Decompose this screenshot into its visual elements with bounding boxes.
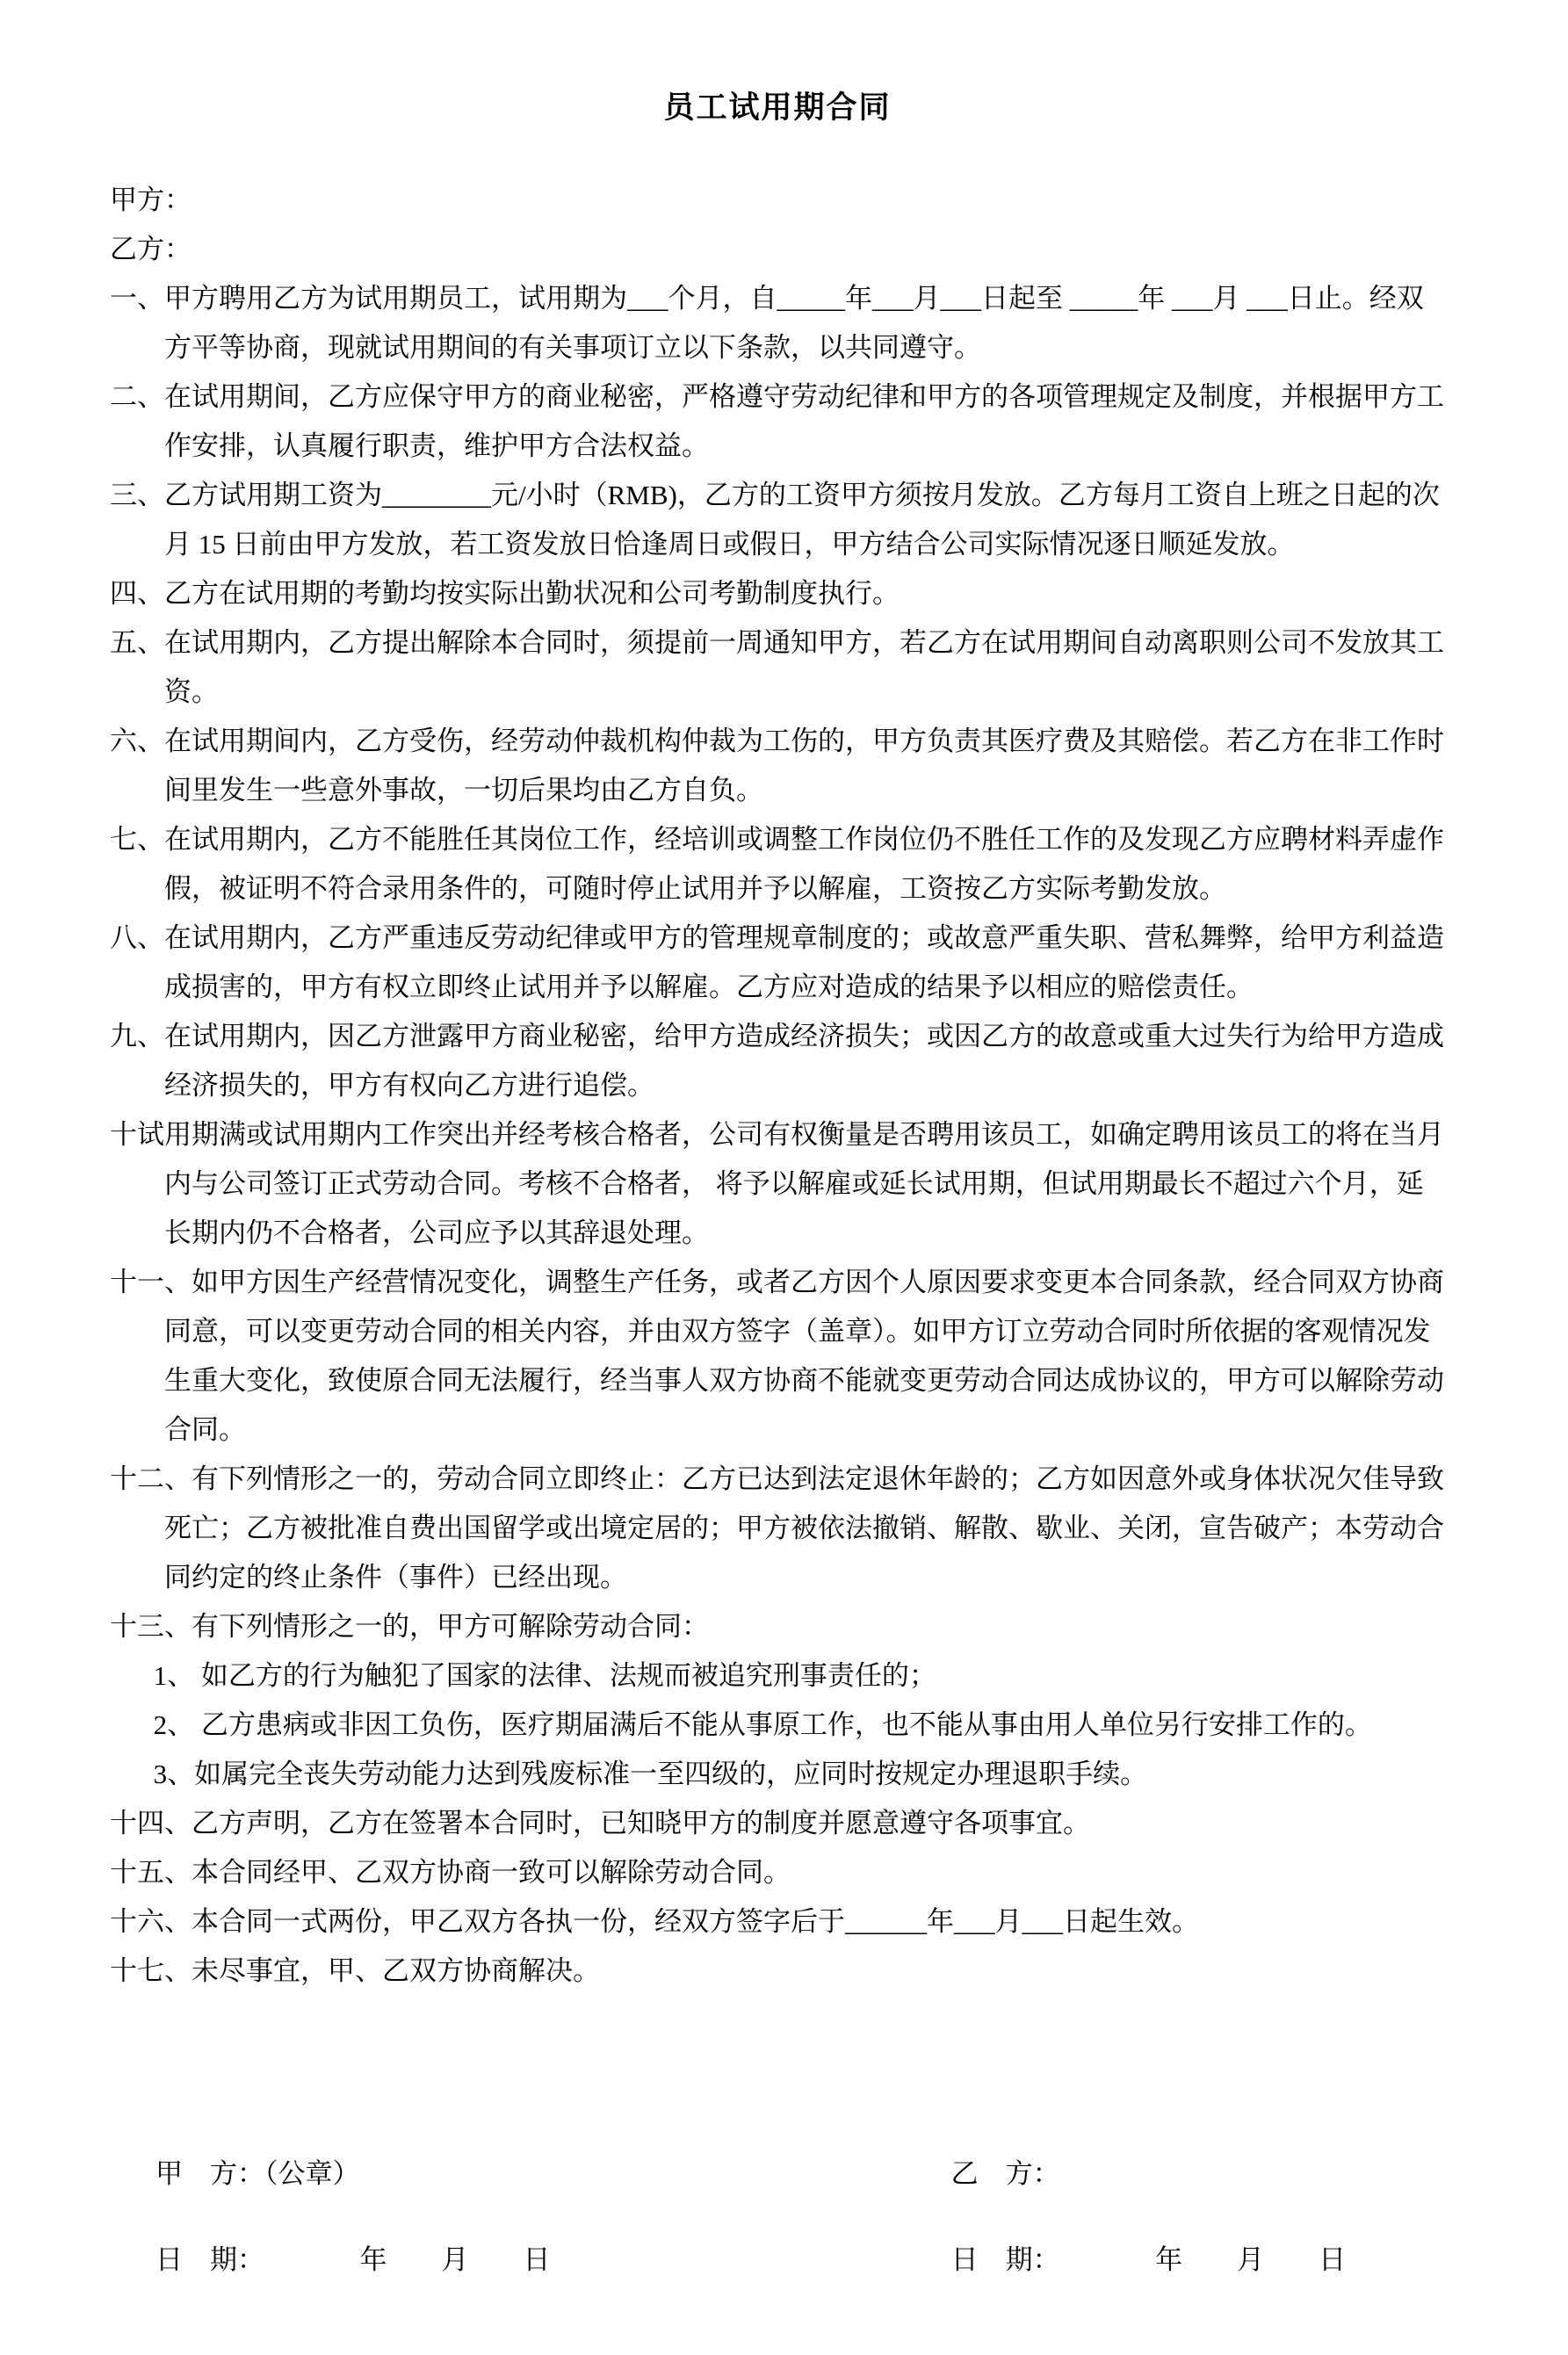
clause-text: 四、乙方在试用期的考勤均按实际出勤状况和公司考勤制度执行。	[110, 578, 900, 609]
clause-text: 十六、本合同一式两份，甲乙双方各执一份，经双方签字后于______年___月___日起生效。	[110, 1906, 1199, 1937]
clause-text: 七、在试用期内，乙方不能胜任其岗位工作，经培训或调整工作岗位仍不胜任工作的及发现乙方应聘材料弄虚作假，被证明不符合录用条件的，可随时停止试用并予以解雇，工资按乙方实际考勤发放。	[110, 824, 1444, 904]
clause-text: 九、在试用期内，因乙方泄露甲方商业秘密，给甲方造成经济损失；或因乙方的故意或重大过失行为给甲方造成经济损失的，甲方有权向乙方进行追偿。	[110, 1021, 1444, 1101]
clause-text: 六、在试用期间内，乙方受伤，经劳动仲裁机构仲裁为工伤的，甲方负责其医疗费及其赔偿。若乙方在非工作时间里发生一些意外事故，一切后果均由乙方自负。	[110, 726, 1444, 805]
clause-text: 十一、如甲方因生产经营情况变化，调整生产任务，或者乙方因个人原因要求变更本合同条款，经合同双方协商同意，可以变更劳动合同的相关内容，并由双方签字（盖章）。如甲方订立劳动合同时所依据的客观情况发生重大变化，致使原合同无法履行，经当事人双方协商不能就变更劳动合同达成协议的，甲方可以解除劳动合同。	[110, 1267, 1444, 1445]
clause-text: 十二、有下列情形之一的，劳动合同立即终止：乙方已达到法定退休年龄的；乙方如因意外或身体状况欠佳导致死亡；乙方被批准自费出国留学或出境定居的；甲方被依法撤销、解散、歇业、关闭，宣告破产；本劳动合同约定的终止条件（事件）已经出现。	[110, 1463, 1444, 1593]
clause-text: 十四、乙方声明，乙方在签署本合同时，已知晓甲方的制度并愿意遵守各项事宜。	[110, 1808, 1090, 1838]
clause-text: 二、在试用期间，乙方应保守甲方的商业秘密，严格遵守劳动纪律和甲方的各项管理规定及制度，并根据甲方工作安排，认真履行职责，维护甲方合法权益。	[110, 381, 1444, 461]
clause-text: 八、在试用期内，乙方严重违反劳动纪律或甲方的管理规章制度的；或故意严重失职、营私舞弊，给甲方利益造成损害的，甲方有权立即终止试用并予以解雇。乙方应对造成的结果予以相应的赔偿责任。	[110, 922, 1444, 1002]
party-b-signature-label: 乙 方：	[950, 2158, 1060, 2189]
clause-text: 十五、本合同经甲、乙双方协商一致可以解除劳动合同。	[110, 1857, 791, 1888]
signature-name-row	[110, 2149, 1445, 2199]
clause-text: 3、如属完全丧失劳动能力达到残废标准一至四级的，应同时按规定办理退职手续。	[153, 1759, 1148, 1789]
clause-text: 十试用期满或试用期内工作突出并经考核合格者，公司有权衡量是否聘用该员工，如确定聘用该员工的将在当月内与公司签订正式劳动合同。考核不合格者， 将予以解雇或延长试用期，但试用期最长不超过六个月，延长期内仍不合格者，公司应予以其辞退处理。	[110, 1119, 1444, 1248]
party-b-line: 乙方：	[110, 234, 191, 264]
clause-list	[110, 274, 1445, 1996]
clause-text: 五、在试用期内，乙方提出解除本合同时，须提前一周通知甲方，若乙方在试用期间自动离职则公司不发放其工资。	[110, 627, 1444, 707]
clause-text: 1、 如乙方的行为触犯了国家的法律、法规而被追究刑事责任的；	[153, 1660, 936, 1691]
clause-text: 一、甲方聘用乙方为试用期员工，试用期为___个月，自_____年___月___日起至 _____年 ___月 ___日止。经双方平等协商，现就试用期间的有关事项订立以下条款，以共同遵守。	[110, 283, 1424, 363]
clause-text: 三、乙方试用期工资为________元/小时（RMB)，乙方的工资甲方须按月发放。乙方每月工资自上班之日起的次月 15 日前由甲方发放，若工资发放日恰逢周日或假日，甲方结合公司实际情况逐日顺延发放。	[110, 480, 1440, 560]
party-b-date-line: 日 期： 年 月 日	[950, 2244, 1347, 2275]
clause-text: 十七、未尽事宜，甲、乙双方协商解决。	[110, 1955, 600, 1986]
signature-block	[110, 2149, 1445, 2285]
party-a-line: 甲方：	[110, 184, 191, 215]
clause-text: 2、 乙方患病或非因工负伤，医疗期届满后不能从事原工作，也不能从事由用人单位另行安排工作的。	[153, 1709, 1372, 1740]
signature-date-row	[110, 2236, 1445, 2285]
clause-text: 十三、有下列情形之一的，甲方可解除劳动合同：	[110, 1611, 709, 1642]
party-a-date-line: 日 期： 年 月 日	[155, 2244, 551, 2275]
document-title: 员工试用期合同	[663, 90, 892, 125]
party-a-signature-label: 甲 方：（公章）	[155, 2158, 360, 2189]
